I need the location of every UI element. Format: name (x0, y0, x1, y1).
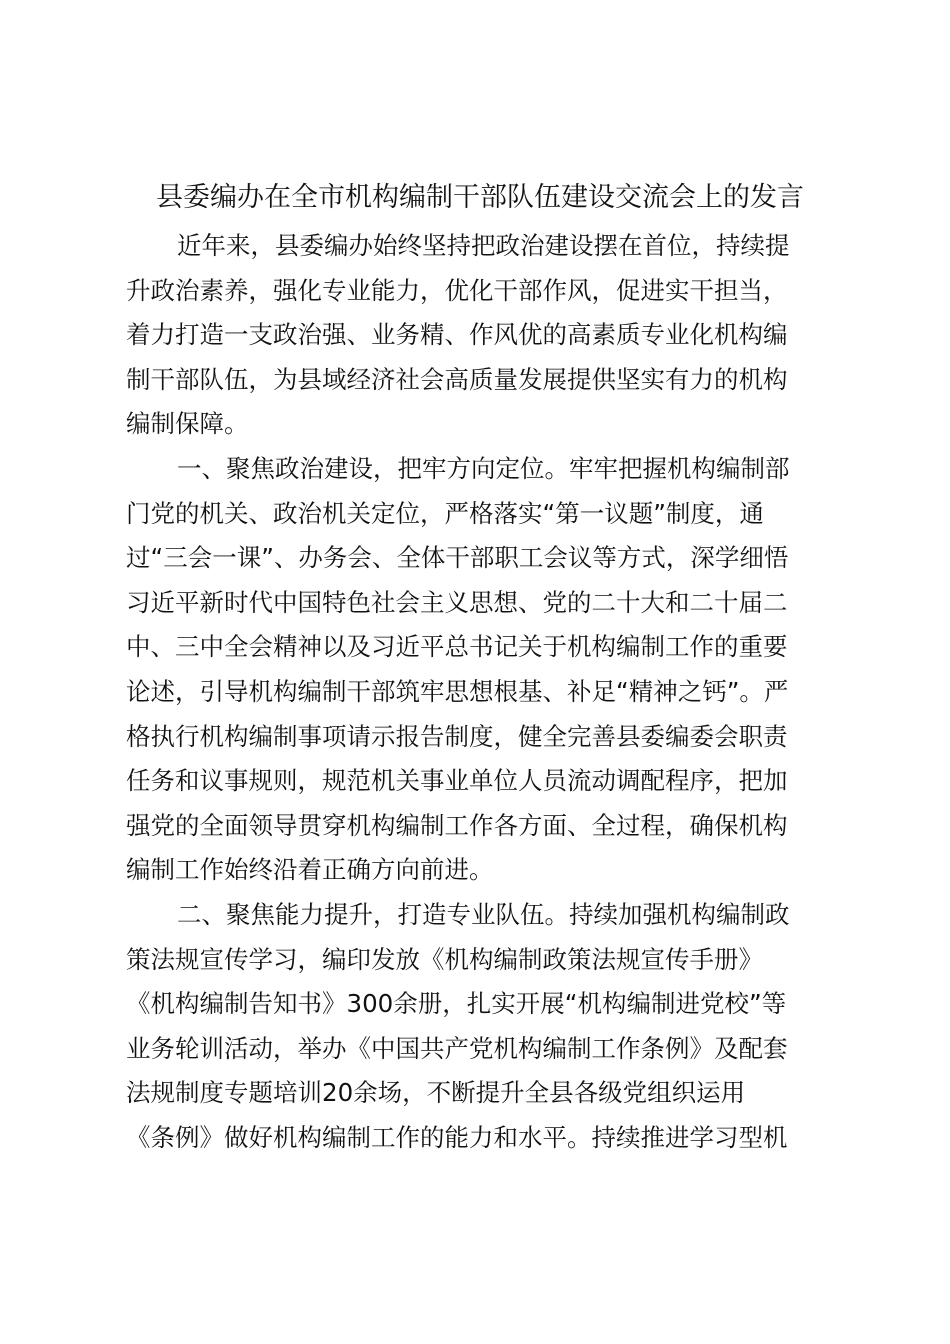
paragraph-line: 二、聚焦能力提升，打造专业队伍。持续加强机构编制政 (177, 899, 790, 929)
paragraph-line: 业务轮训活动，举办《中国共产党机构编制工作条例》及配套 (126, 1033, 788, 1063)
document-title: 县委编办在全市机构编制干部队伍建设交流会上的发言 (156, 182, 804, 213)
paragraph-line: 近年来，县委编办始终坚持把政治建设摆在首位，持续提 (177, 231, 790, 260)
paragraph-line: 编制保障。 (126, 409, 249, 439)
paragraph-line: 升政治素养，强化专业能力，优化干部作风，促进实干担当， (126, 275, 788, 305)
paragraph-line: 《机构编制告知书》300余册，扎实开展“机构编制进党校”等 (126, 989, 787, 1019)
document-body (126, 224, 826, 1160)
paragraph-line: 强党的全面领导贯穿机构编制工作各方面、全过程，确保机构 (126, 810, 788, 840)
paragraph-line: 过“三会一课”、办务会、全体干部职工会议等方式，深学细悟 (126, 543, 789, 573)
paragraph-line: 任务和议事规则，规范机关事业单位人员流动调配程序，把加 (126, 766, 788, 796)
paragraph-line: 论述，引导机构编制干部筑牢思想根基、补足“精神之钙”。严 (126, 676, 789, 706)
paragraph-line: 编制工作始终沿着正确方向前进。 (126, 855, 494, 885)
paragraph-line: 制干部队伍，为县域经济社会高质量发展提供坚实有力的机构 (126, 364, 788, 394)
paragraph-line: 习近平新时代中国特色社会主义思想、党的二十大和二十届二 (126, 587, 788, 617)
paragraph-line: 格执行机构编制事项请示报告制度，健全完善县委编委会职责 (126, 721, 788, 751)
paragraph-line: 一、聚焦政治建设，把牢方向定位。牢牢把握机构编制部 (177, 453, 790, 483)
paragraph-line: 中、三中全会精神以及习近平总书记关于机构编制工作的重要 (126, 632, 788, 662)
paragraph-line: 门党的机关、政治机关定位，严格落实“第一议题”制度，通 (126, 498, 764, 528)
paragraph-line: 策法规宣传学习，编印发放《机构编制政策法规宣传手册》 (126, 944, 763, 974)
paragraph-line: 《条例》做好机构编制工作的能力和水平。持续推进学习型机 (126, 1122, 788, 1152)
paragraph-line: 着力打造一支政治强、业务精、作风优的高素质专业化机构编 (126, 320, 788, 350)
paragraph-line: 法规制度专题培训20余场，不断提升全县各级党组织运用 (126, 1078, 746, 1108)
